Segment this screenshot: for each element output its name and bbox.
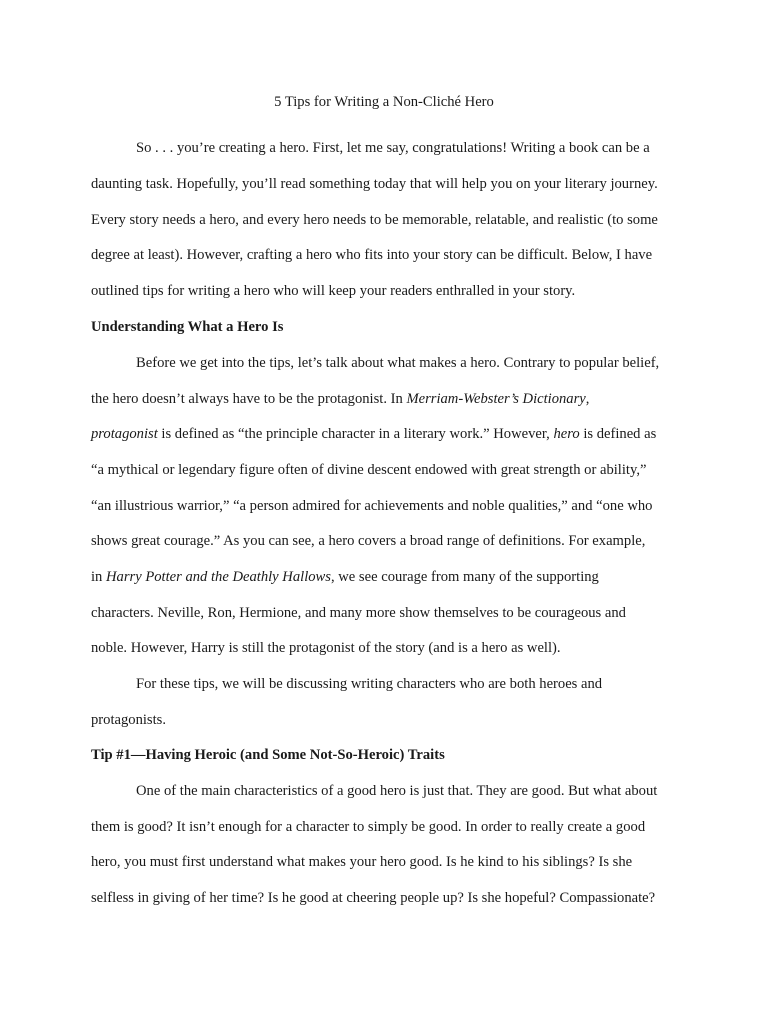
section1-line-7: in Harry Potter and the Deathly Hallows, we see courage from many of the supporting (91, 569, 599, 585)
term-hero: hero (553, 426, 580, 442)
section1-line-2: the hero doesn’t always have to be the protagonist. In Merriam-Webster’s Dictionary, (91, 391, 590, 407)
section1-line-5: “an illustrious warrior,” “a person admired for achievements and noble qualities,” and “one who (91, 498, 653, 514)
section1-line-8: characters. Neville, Ron, Hermione, and many more show themselves to be courageous and (91, 605, 626, 621)
intro-line-3: Every story needs a hero, and every hero needs to be memorable, relatable, and realistic (to some (91, 212, 658, 228)
intro-line-4: degree at least). However, crafting a hero who fits into your story can be difficult. Below, I have (91, 247, 653, 263)
section-heading-hero: Understanding What a Hero Is (91, 319, 284, 335)
section1-line-1: Before we get into the tips, let’s talk about what makes a hero. Contrary to popular belief, (136, 355, 660, 371)
section1-line-6: shows great courage.” As you can see, a hero covers a broad range of definitions. For example, (91, 533, 646, 549)
tip1-line-3: hero, you must first understand what makes your hero good. Is he kind to his siblings? Is she (91, 854, 633, 870)
intro-line-5: outlined tips for writing a hero who will keep your readers enthralled in your story. (91, 283, 576, 299)
tip1-line-1: One of the main characteristics of a good hero is just that. They are good. But what about (136, 783, 658, 799)
section-heading-tip1: Tip #1—Having Heroic (and Some Not-So-Heroic) Traits (91, 747, 445, 763)
section1-line-4: “a mythical or legendary figure often of divine descent endowed with great strength or ability,” (91, 462, 647, 478)
tip1-line-2: them is good? It isn’t enough for a character to simply be good. In order to really create a good (91, 819, 646, 835)
book-title: Harry Potter and the Deathly Hallows (106, 569, 331, 585)
dictionary-title: Merriam-Webster’s Dictionary (406, 391, 586, 407)
section1-line-10: For these tips, we will be discussing writing characters who are both heroes and (136, 676, 603, 692)
tip1-line-4: selfless in giving of her time? Is he good at cheering people up? Is she hopeful? Compassionate? (91, 890, 656, 906)
intro-line-1: So . . . you’re creating a hero. First, let me say, congratulations! Writing a book can be a (136, 140, 650, 156)
intro-line-2: daunting task. Hopefully, you’ll read something today that will help you on your literary journey. (91, 176, 658, 192)
term-protagonist: protagonist (91, 426, 158, 442)
document-title: 5 Tips for Writing a Non-Cliché Hero (274, 94, 494, 110)
section1-line-11: protagonists. (91, 712, 166, 728)
section1-line-3: protagonist is defined as “the principle character in a literary work.” However, hero is defined as (91, 426, 657, 442)
section1-line-9: noble. However, Harry is still the protagonist of the story (and is a hero as well). (91, 640, 561, 656)
